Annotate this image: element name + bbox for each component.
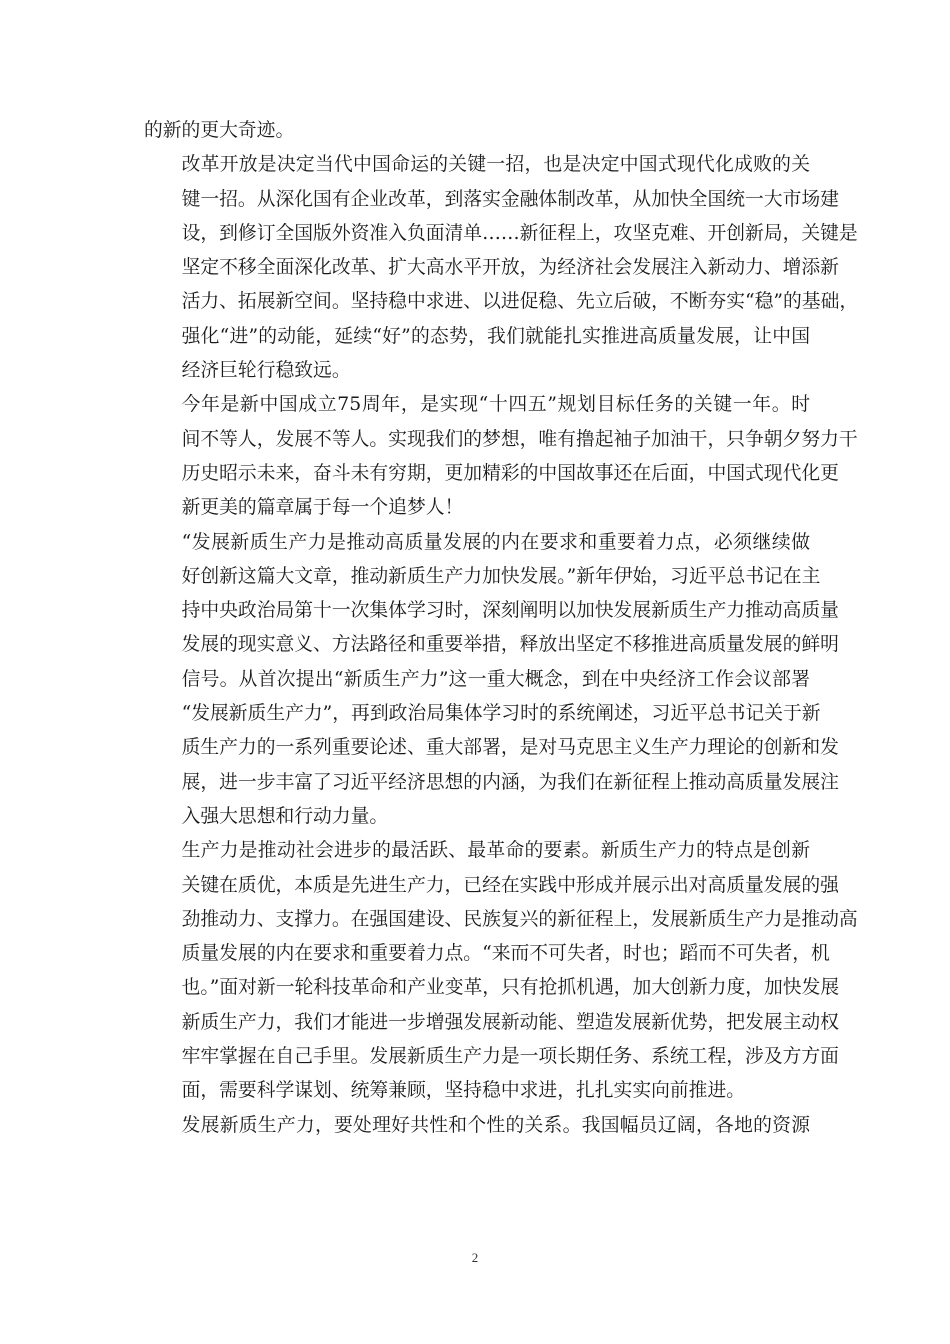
text-line: 质量发展的内在要求和重要着力点。“来而不可失者，时也；蹈而不可失者，机 — [181, 943, 830, 965]
text-line: 面，需要科学谋划、统筹兼顾，坚持稳中求进，扎扎实实向前推进。 — [181, 1080, 746, 1102]
text-line: 坚定不移全面深化改革、扩大高水平开放，为经济社会发展注入新动力、增添新 — [181, 257, 839, 279]
text-line: 今年是新中国成立75周年，是实现“十四五”规划目标任务的关键一年。时 — [181, 394, 810, 416]
text-line: 的新的更大奇迹。 — [144, 120, 295, 141]
text-line: 设，到修订全国版外资准入负面清单……新征程上，攻坚克难、开创新局，关键是 — [181, 222, 858, 244]
text-line: 关键在质优，本质是先进生产力，已经在实践中形成并展示出对高质量发展的强 — [181, 874, 839, 896]
text-line: 好创新这篇大文章，推动新质生产力加快发展。”新年伊始，习近平总书记在主 — [181, 565, 821, 587]
text-line: “发展新质生产力是推动高质量发展的内在要求和重要着力点，必须继续做 — [181, 531, 810, 553]
text-line: 活力、拓展新空间。坚持稳中求进、以进促稳、先立后破，不断夯实“稳”的基础， — [181, 291, 859, 313]
paragraph — [144, 526, 839, 835]
text-line: 强化“进”的动能，延续“好”的态势，我们就能扎实推进高质量发展，让中国 — [181, 325, 810, 347]
text-line: 发展的现实意义、方法路径和重要举措，释放出坚定不移推进高质量发展的鲜明 — [181, 634, 839, 656]
paragraph — [144, 388, 858, 525]
text-line: “发展新质生产力”，再到政治局集体学习时的系统阐述，习近平总书记关于新 — [181, 703, 821, 725]
paragraph — [144, 114, 810, 148]
text-line: 也。”面对新一轮科技革命和产业变革，只有抢抓机遇，加大创新力度，加快发展 — [181, 977, 840, 999]
text-line: 历史昭示未来，奋斗未有穷期，更加精彩的中国故事还在后面，中国式现代化更 — [181, 462, 839, 484]
text-line: 劲推动力、支撑力。在强国建设、民族复兴的新征程上，发展新质生产力是推动高 — [181, 908, 858, 930]
body-text — [144, 114, 859, 1143]
text-line: 间不等人，发展不等人。实现我们的梦想，唯有撸起袖子加油干，只争朝夕努力干 — [181, 428, 858, 450]
paragraph — [144, 834, 858, 1108]
text-line: 新质生产力，我们才能进一步增强发展新动能、塑造发展新优势，把发展主动权 — [181, 1011, 839, 1033]
text-line: 键一招。从深化国有企业改革，到落实金融体制改革，从加快全国统一大市场建 — [181, 188, 839, 210]
text-line: 新更美的篇章属于每一个追梦人！ — [181, 497, 464, 519]
paragraph — [144, 148, 859, 388]
text-line: 展，进一步丰富了习近平经济思想的内涵，为我们在新征程上推动高质量发展注 — [181, 771, 839, 793]
text-line: 质生产力的一系列重要论述、重大部署，是对马克思主义生产力理论的创新和发 — [181, 737, 839, 759]
paragraph — [144, 1109, 810, 1143]
text-line: 发展新质生产力，要处理好共性和个性的关系。我国幅员辽阔，各地的资源 — [181, 1114, 810, 1136]
text-line: 信号。从首次提出“新质生产力”这一重大概念，到在中央经济工作会议部署 — [181, 668, 810, 690]
text-line: 持中央政治局第十一次集体学习时，深刻阐明以加快发展新质生产力推动高质量 — [181, 600, 839, 622]
text-line: 生产力是推动社会进步的最活跃、最革命的要素。新质生产力的特点是创新 — [181, 840, 810, 862]
text-line: 入强大思想和行动力量。 — [181, 805, 389, 827]
page-number: 2 — [471, 1250, 479, 1265]
text-line: 改革开放是决定当代中国命运的关键一招，也是决定中国式现代化成败的关 — [181, 154, 810, 176]
text-line: 经济巨轮行稳致远。 — [181, 360, 351, 382]
text-line: 牢牢掌握在自己手里。发展新质生产力是一项长期任务、系统工程，涉及方方面 — [181, 1046, 839, 1068]
